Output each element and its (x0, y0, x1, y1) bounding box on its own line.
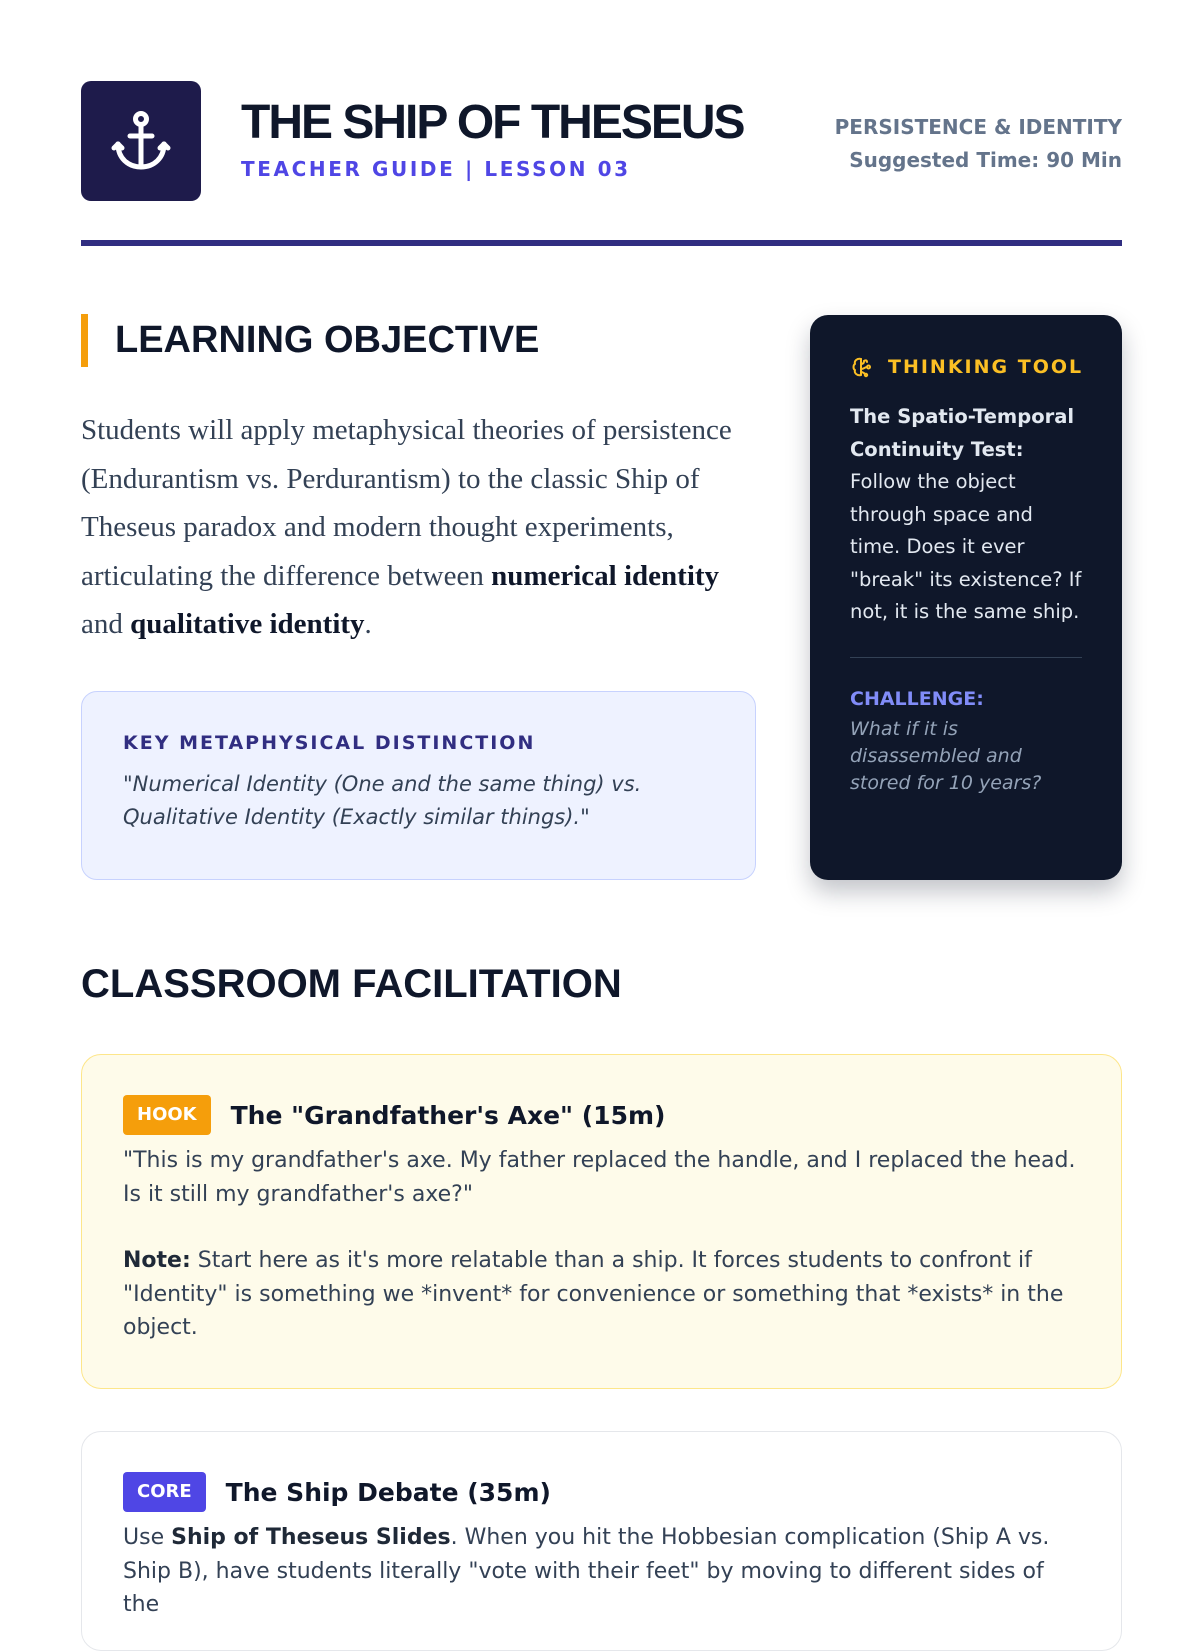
thinking-tool-divider (850, 657, 1082, 658)
key-distinction-quote: "Numerical Identity (One and the same thing) vs. Qualitative Identity (Exactly similar things)." (123, 772, 642, 829)
note-label: Note: (123, 1248, 191, 1273)
lesson-meta (835, 111, 1122, 177)
classroom-facilitation-heading: CLASSROOM FACILITATION (81, 962, 622, 1006)
core-title: The Ship Debate (35m) (225, 1477, 551, 1507)
core-badge: CORE (123, 1472, 206, 1512)
key-distinction-box (81, 691, 756, 880)
header-divider (81, 240, 1122, 246)
hook-badge: HOOK (123, 1095, 211, 1135)
hook-note: Note: Start here as it's more relatable than a ship. It forces students to confront if "Identity" is something we *invent* for convenience or something that *exists* in the object. (123, 1248, 1064, 1340)
numerical-identity-term: numerical identity (491, 559, 720, 592)
learning-objective-heading: LEARNING OBJECTIVE (81, 314, 539, 367)
challenge-text: What if it is disassembled and stored for 10 years? (850, 717, 1042, 794)
page-title: THE SHIP OF THESEUS (241, 96, 744, 149)
continuity-test-label: The Spatio-Temporal Continuity Test: (850, 405, 1075, 461)
anchor-icon (112, 110, 170, 172)
suggested-time: Suggested Time: 90 Min (849, 148, 1122, 172)
page-header (81, 81, 1122, 201)
hook-activity-card (81, 1054, 1122, 1389)
thinking-tool-text: The Spatio-Temporal Continuity Test: Follow the object through space and time. Does it ever "break" its existence? If not, it is the same ship. (850, 405, 1082, 623)
brain-icon (850, 355, 874, 379)
logo (81, 81, 201, 201)
page-subtitle: TEACHER GUIDE | LESSON 03 (241, 157, 631, 181)
topic-label: PERSISTENCE & IDENTITY (834, 115, 1122, 139)
learning-objective-text: Students will apply metaphysical theories of persistence (Endurantism vs. Perdurantism) to the classic Ship of Theseus paradox and modern thought experiments, articulating the difference between numerical identity and qualitative identity. (81, 414, 732, 640)
core-activity-card (81, 1431, 1122, 1651)
thinking-tool-title: THINKING TOOL (850, 355, 1082, 379)
thinking-tool-panel (810, 315, 1122, 880)
challenge-label: CHALLENGE: (850, 687, 984, 710)
hook-title: The "Grandfather's Axe" (15m) (230, 1100, 666, 1130)
qualitative-identity-term: qualitative identity (130, 608, 365, 640)
slides-reference: Ship of Theseus Slides (171, 1525, 451, 1550)
hook-quote: "This is my grandfather's axe. My father replaced the handle, and I replaced the head. Is it still my grandfather's axe?" (123, 1148, 1076, 1207)
core-text: Use Ship of Theseus Slides. When you hit the Hobbesian complication (Ship A vs. Ship B), have students literally "vote with their feet" by moving to different sides of the (123, 1525, 1050, 1617)
key-distinction-label: KEY METAPHYSICAL DISTINCTION (123, 732, 536, 754)
